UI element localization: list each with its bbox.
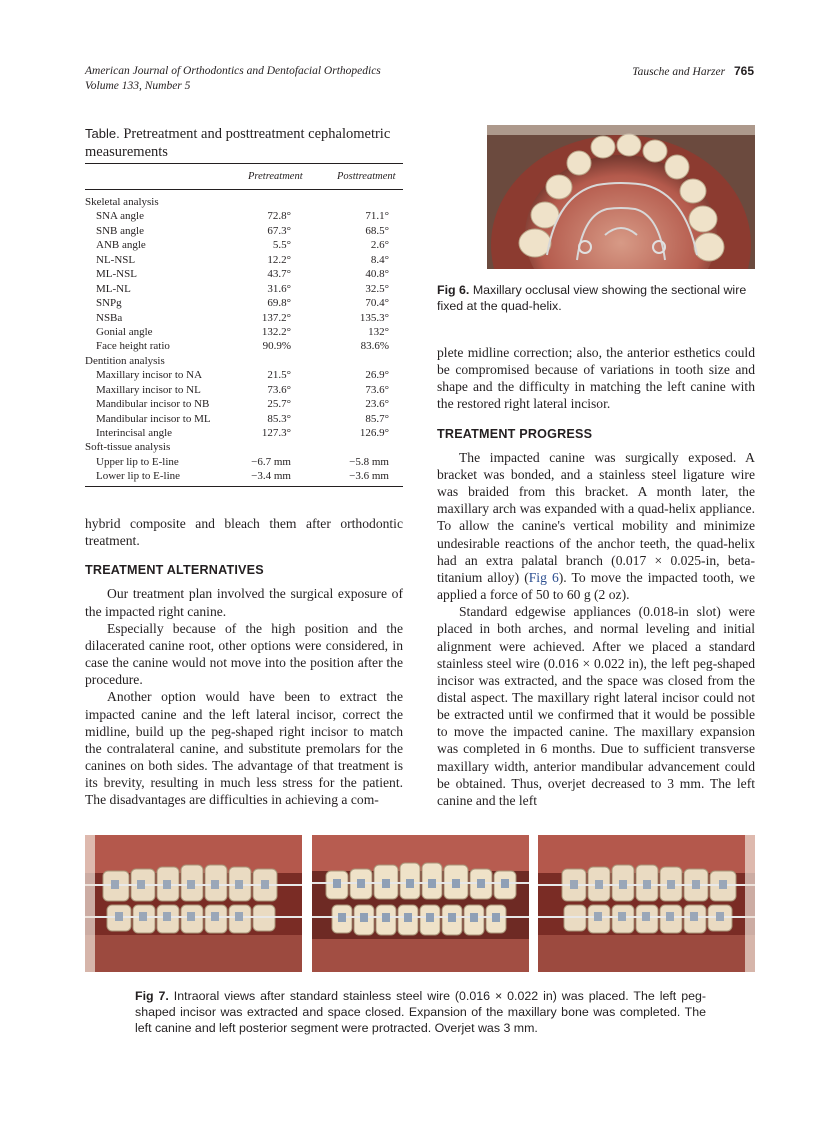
posttreatment-value: 132° [368, 325, 389, 338]
posttreatment-value: 135.3° [359, 311, 389, 324]
measurement-name: SNPg [96, 297, 122, 310]
posttreatment-value: 126.9° [359, 427, 389, 439]
measurement-name: Upper lip to E-line [96, 455, 179, 468]
paragraph: Especially because of the high position and the dilacerated canine root, other options were considered, in case the canine would not move into the position after the procedure. [85, 620, 403, 688]
fig7-caption [135, 988, 706, 1036]
paragraph: Another option would have been to extract the impacted canine and the left lateral incisor, correct the midline, build up the peg-shaped right incisor to match the contralateral canine, and substitute premolars for the canines on both sides. The advantage of that treatment is its brevity, resulting in much less stress for the patient. The disadvantages are difficulties in achieving a com- [85, 689, 403, 808]
measurement-name: SNB angle [96, 224, 144, 237]
posttreatment-value: −5.8 mm [349, 455, 389, 468]
header-authors: Tausche and Harzer [632, 66, 726, 78]
fig6-caption-text: Maxillary occlusal view showing the sectional wire fixed at the quad-helix. [437, 283, 747, 313]
pretreatment-value: 43.7° [267, 268, 291, 281]
measurement-name: Skeletal analysis [85, 196, 159, 208]
table-row [85, 253, 403, 267]
posttreatment-value: 26.9° [365, 369, 389, 382]
measurement-name: Maxillary incisor to NA [96, 369, 203, 382]
posttreatment-value: 32.5° [365, 282, 389, 295]
posttreatment-value: −3.6 mm [349, 470, 389, 483]
posttreatment-value: 8.4° [370, 253, 389, 266]
pretreatment-value: 31.6° [267, 282, 291, 295]
section-heading-treatment-alternatives: TREATMENT ALTERNATIVES [85, 563, 264, 578]
section-heading-treatment-progress: TREATMENT PROGRESS [437, 426, 593, 441]
measurement-name: ANB angle [96, 239, 146, 252]
fig6-caption [437, 282, 755, 314]
pretreatment-value: 90.9% [262, 340, 291, 353]
measurement-name: NSBa [96, 311, 123, 324]
posttreatment-value: 73.6° [365, 383, 389, 396]
column-header-posttreatment: Posttreatment [337, 171, 396, 182]
table-top-rule [85, 163, 403, 164]
pretreatment-value: 25.7° [267, 398, 291, 411]
measurement-name: Lower lip to E-line [96, 470, 181, 483]
paragraph-text: ). To move the impacted tooth, we applied a force of 50 to 60 g (2 oz). [437, 569, 755, 603]
measurement-name: ML-NL [96, 282, 131, 295]
posttreatment-value: 71.1° [365, 210, 389, 223]
measurement-name: Gonial angle [96, 325, 153, 338]
fig7-photo-left-view [538, 835, 755, 972]
pretreatment-value: 127.3° [261, 427, 291, 439]
posttreatment-value: 2.6° [370, 239, 389, 252]
table-section-row [85, 440, 403, 454]
posttreatment-value: 68.5° [365, 224, 389, 237]
pretreatment-value: 85.3° [267, 412, 291, 425]
table-row [85, 412, 403, 426]
pretreatment-value: 137.2° [261, 311, 291, 324]
table-row [85, 397, 403, 411]
paragraph-continued: plete midline correction; also, the anterior esthetics could be compromised because of variations in tooth size and shape and the difficulty in matching the left canine with the restored right lateral incisor. [437, 345, 755, 412]
measurement-name: Face height ratio [96, 340, 170, 353]
fig7-photo-right-view [85, 835, 302, 972]
pretreatment-value: 72.8° [267, 210, 291, 223]
table-row [85, 368, 403, 382]
fig6-label: Fig 6. [437, 283, 470, 297]
posttreatment-value: 70.4° [365, 297, 389, 310]
pretreatment-value: 5.5° [272, 239, 291, 252]
pretreatment-value: 73.6° [267, 383, 291, 396]
table-row [85, 339, 403, 353]
fig7-caption-text: Intraoral views after standard stainless steel wire (0.016 × 0.022 in) was placed. The left peg-shaped incisor was extracted and space closed. Expansion of the maxillary bone was completed. The left canine and left posterior segment were protracted. Overjet was 3 mm. [135, 989, 706, 1035]
paragraph: Our treatment plan involved the surgical exposure of the impacted right canine. [85, 586, 403, 619]
pretreatment-value: 69.8° [267, 297, 291, 310]
measurement-name: Soft-tissue analysis [85, 441, 171, 454]
fig6-photo [487, 125, 755, 269]
posttreatment-value: 23.6° [365, 398, 389, 411]
table-body [85, 195, 403, 484]
table-row [85, 224, 403, 238]
left-column-text [85, 515, 403, 809]
measurement-name: Mandibular incisor to ML [96, 412, 211, 425]
table-header-rule [85, 189, 403, 190]
fig7-label: Fig 7. [135, 989, 169, 1003]
paragraph-continued: hybrid composite and bleach them after orthodontic treatment. [85, 516, 403, 549]
measurement-name: SNA angle [96, 210, 144, 223]
fig7-photo-frontal-view [312, 835, 529, 972]
running-header-right [632, 64, 754, 80]
table-row [85, 238, 403, 252]
table-bottom-rule [85, 486, 403, 487]
pretreatment-value: 132.2° [261, 325, 291, 338]
table-row [85, 209, 403, 223]
table-caption [85, 125, 407, 161]
measurement-name: ML-NSL [96, 268, 137, 281]
table-section-row [85, 195, 403, 209]
fig6-reference-link[interactable]: Fig 6 [528, 569, 559, 585]
table-caption-text: Pretreatment and posttreatment cephalometric measurements [85, 126, 391, 160]
table-row [85, 383, 403, 397]
column-header-pretreatment: Pretreatment [248, 171, 303, 182]
measurement-name: NL-NSL [96, 253, 136, 266]
measurement-name: Interincisal angle [96, 427, 173, 439]
posttreatment-value: 83.6% [360, 340, 389, 353]
paragraph [437, 449, 755, 603]
journal-title: American Journal of Orthodontics and Dentofacial Orthopedics [85, 65, 381, 77]
table-row [85, 282, 403, 296]
pretreatment-value: 12.2° [267, 253, 291, 266]
posttreatment-value: 40.8° [365, 268, 389, 281]
posttreatment-value: 85.7° [365, 412, 389, 425]
table-row [85, 469, 403, 483]
measurement-name: Dentition analysis [85, 354, 165, 367]
measurement-name: Maxillary incisor to NL [96, 383, 201, 396]
table-row [85, 296, 403, 310]
page-number: 765 [733, 64, 754, 78]
table-label: Table. [85, 126, 120, 141]
table-row [85, 426, 403, 440]
pretreatment-value: −6.7 mm [251, 455, 291, 468]
pretreatment-value: 21.5° [267, 369, 291, 382]
pretreatment-value: −3.4 mm [251, 470, 291, 483]
measurement-name: Mandibular incisor to NB [96, 398, 210, 411]
pretreatment-value: 67.3° [267, 224, 291, 237]
table-section-row [85, 354, 403, 368]
table-row [85, 311, 403, 325]
journal-volume: Volume 133, Number 5 [85, 80, 191, 92]
table-row [85, 455, 403, 469]
table-row [85, 267, 403, 281]
running-header-left [85, 64, 381, 94]
paragraph-text: The impacted canine was surgically exposed. A bracket was bonded, and a stainless steel ligature wire was braided from this bracket. A month later, the maxillary arch was expanded with a quad-helix appliance. To allow the canine's vertical mobility and minimize undesirable reactions of the anchor teeth, the quad-helix had an extra palatal branch (0.017 × 0.025-in, beta-titanium alloy) ( [437, 449, 755, 585]
right-column-text [437, 344, 755, 809]
paragraph: Standard edgewise appliances (0.018-in slot) were placed in both arches, and normal leveling and initial alignment were achieved. After we placed a standard stainless steel wire (0.016 × 0.022 in), the left peg-shaped incisor was extracted, and the space was closed from the distal aspect. The maxillary right lateral incisor could not be extracted until we confirmed that it would be possible to move the impacted canine. The maxillary expansion was completed in 6 months. Due to sufficient transverse maxillary width, anterior mandibular advancement could be obtained. Thus, overjet decreased to 3 mm. The left canine and the left [437, 604, 755, 808]
table-row [85, 325, 403, 339]
